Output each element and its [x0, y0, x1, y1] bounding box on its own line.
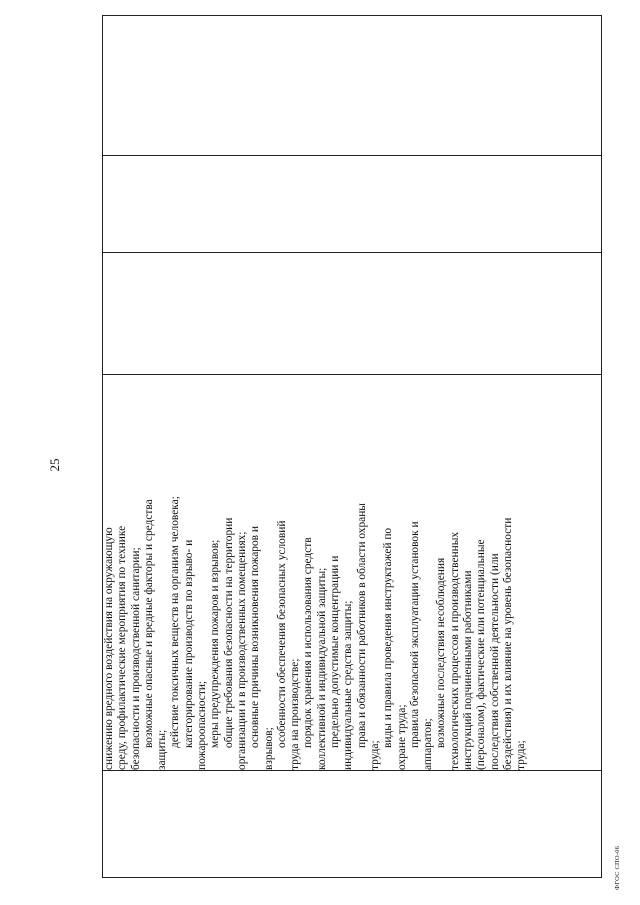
competency-table: [102, 15, 602, 878]
text-line: бездействия) и их влияние на уровень безопасности: [501, 517, 514, 770]
text-line: пожароопасности;: [196, 680, 209, 770]
text-line: категорирование производств по взрыво- и: [182, 539, 195, 748]
text-line: индивидуальные средства защиты;: [342, 600, 355, 770]
text-line: основные причины возникновения пожаров и: [249, 526, 262, 748]
text-line: меры предупреждения пожаров и взрывов;: [209, 539, 222, 748]
text-line: среду, профилактические мероприятия по технике: [116, 525, 129, 770]
text-line: правила безопасной эксплуатации установок и: [408, 521, 421, 748]
document-footer: ФГОС СПО-06: [614, 845, 621, 890]
text-line: действие токсичных веществ на организм человека;: [169, 496, 182, 748]
table-cell-empty-5: [103, 16, 602, 156]
text-line: порядок хранения и использования средств: [302, 537, 315, 748]
text-line: технологических процессов и производственных: [448, 531, 461, 770]
table-row: [103, 16, 602, 878]
text-line: труда;: [515, 740, 528, 770]
requirements-text: [103, 375, 529, 770]
text-line: общие требования безопасности на территории: [222, 517, 235, 748]
text-line: возможные опасные и вредные факторы и средства: [142, 499, 155, 748]
text-line: труда;: [368, 740, 381, 770]
table-cell-empty-1: [103, 771, 602, 878]
text-line: инструкций подчиненными работниками: [462, 570, 475, 770]
text-line: предельно допустимые концентрации и: [329, 555, 342, 748]
text-line: защиты;: [156, 729, 169, 770]
text-line: охране труда;: [395, 704, 408, 770]
text-line: взрывов;: [262, 727, 275, 770]
page-number: 25: [47, 458, 62, 472]
table-cell-empty-3: [103, 253, 602, 375]
text-line: аппаратов;: [422, 718, 435, 770]
text-line: (персоналом), фактические или потенциальные: [475, 539, 488, 770]
table-cell-empty-4: [103, 156, 602, 253]
text-line: снижению вредного воздействия на окружающую: [103, 527, 115, 770]
text-line: права и обязанности работников в области охраны: [355, 503, 368, 748]
text-line: безопасности и производственной санитарии;: [129, 547, 142, 770]
text-line: возможные последствия несоблюдения: [435, 557, 448, 748]
text-line: последствия собственной деятельности (или: [488, 553, 501, 770]
table-cell-requirements: [103, 375, 602, 771]
text-line: особенности обеспечения безопасных условий: [275, 520, 288, 748]
text-line: виды и правила проведения инструктажей по: [382, 527, 395, 748]
text-line: коллективной и индивидуальной защиты;: [315, 567, 328, 770]
text-line: организации и в производственных помещениях;: [235, 531, 248, 770]
text-line: труда на производстве;: [289, 658, 302, 770]
